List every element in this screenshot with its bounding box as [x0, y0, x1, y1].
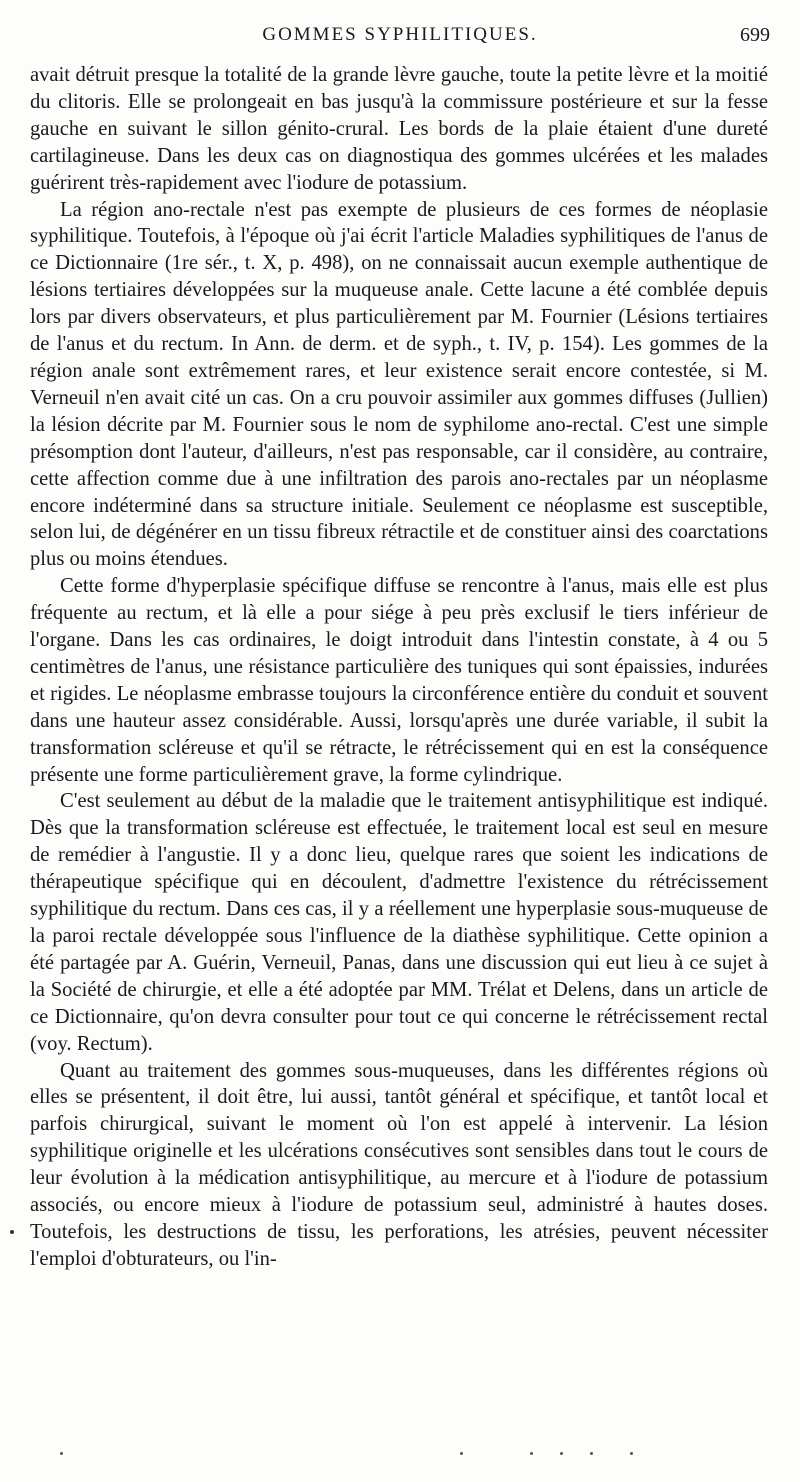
print-mark — [530, 1452, 533, 1455]
paragraph-2: La région ano-rectale n'est pas exempte de plusieurs de ces formes de néoplasie syphilitique. Toutefois, à l'époque où j'ai écrit l'article Maladies syphilitiques de l'anus de ce Dictionnaire (1re sér., t. X, p. 498), on ne connaissait aucun exemple authentique de lésions tertiaires développées sur la muqueuse anale. Cette lacune a été comblée depuis lors par divers observateurs, et plus particulièrement par M. Fournier (Lésions tertiaires de l'anus et du rectum. In Ann. de derm. et de syph., t. IV, p. 154). Les gommes de la région anale sont extrêmement rares, et leur existence serait encore contestée, si M. Verneuil n'en avait cité un cas. On a cru pouvoir assimiler aux gommes diffuses (Jullien) la lésion décrite par M. Fournier sous le nom de syphilome ano-rectal. C'est une simple présomption dont l'auteur, d'ailleurs, n'est pas responsable, car il considère, au contraire, cette affection comme due à une infiltration des parois ano-rectales par un néoplasme encore indéterminé dans sa structure initiale. Seulement ce néoplasme est susceptible, selon lui, de dégénérer en un tissu fibreux rétractile et de constituer ainsi des coarctations plus ou moins étendues. — [30, 198, 768, 571]
print-mark — [60, 1452, 63, 1455]
running-head: GOMMES SYPHILITIQUES. — [262, 24, 538, 45]
paragraph-3: Cette forme d'hyperplasie spécifique diffuse se rencontre à l'anus, mais elle est plus fréquente au rectum, et là elle a pour siége à peu près exclusif le tiers inférieur de l'organe. Dans les cas ordinaires, le doigt introduit dans l'intestin constate, à 4 ou 5 centimètres de l'anus, une résistance particulière des tuniques qui sont épaissies, indurées et rigides. Le néoplasme embrasse toujours la circonférence entière du conduit et souvent dans une hauteur assez considérable. Aussi, lorsqu'après une durée variable, il subit la transformation scléreuse et qu'il se rétracte, le rétrécissement qui en est la conséquence présente une forme particulièrement grave, la forme cylindrique. — [30, 575, 768, 786]
margin-speck — [10, 1230, 14, 1234]
body-text — [30, 62, 768, 1273]
page-number: 699 — [740, 24, 770, 46]
print-mark — [630, 1452, 633, 1455]
bottom-print-marks — [60, 1448, 770, 1460]
print-mark — [590, 1452, 593, 1455]
paragraph-4: C'est seulement au début de la maladie que le traitement antisyphilitique est indiqué. Dès que la transformation scléreuse est effectuée, le traitement local est seul en mesure de remédier à l'angustie. Il y a donc lieu, quelque rares que soient les indications de thérapeutique spécifique qui en découlent, d'admettre l'existence du rétrécissement syphilitique du rectum. Dans ces cas, il y a réellement une hyperplasie sous-muqueuse de la paroi rectale développée sous l'influence de la diathèse syphilitique. Cette opinion a été partagée par A. Guérin, Verneuil, Panas, dans une discussion qui eut lieu à ce sujet à la Société de chirurgie, et elle a été adoptée par MM. Trélat et Delens, dans un article de ce Dictionnaire, qu'on devra consulter pour tout ce qui concerne le rétrécissement rectal (voy. Rectum). — [30, 790, 768, 1055]
print-mark — [560, 1452, 563, 1455]
paragraph-1: avait détruit presque la totalité de la grande lèvre gauche, toute la petite lèvre et la moitié du clitoris. Elle se prolongeait en bas jusqu'à la commissure postérieure et sur la fesse gauche en suivant le sillon génito-crural. Les bords de la plaie étaient d'une dureté cartilagineuse. Dans les deux cas on diagnostiqua des gommes ulcérées et les malades guérirent très-rapidement avec l'iodure de potassium. — [30, 64, 768, 194]
print-mark — [460, 1452, 463, 1455]
paragraph-5: Quant au traitement des gommes sous-muqueuses, dans les différentes régions où elles se présentent, il doit être, lui aussi, tantôt général et spécifique, et tantôt local et parfois chirurgical, suivant le moment où l'on est appelé à intervenir. La lésion syphilitique originelle et les ulcérations consécutives sont sensibles dans tout le cours de leur évolution à la médication antisyphilitique, au mercure et à l'iodure de potassium associés, ou encore mieux à l'iodure de potassium seul, administré à hautes doses. Toutefois, les destructions de tissu, les perforations, les atrésies, peuvent nécessiter l'emploi d'obturateurs, ou l'in- — [30, 1059, 768, 1270]
page-header — [30, 24, 770, 52]
